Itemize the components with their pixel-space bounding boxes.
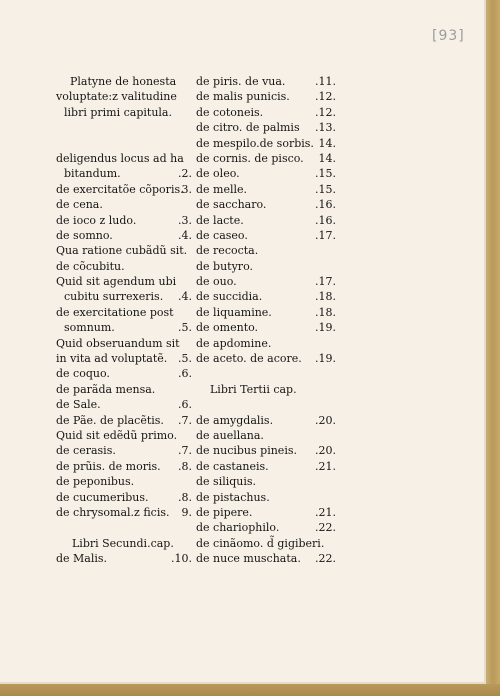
toc-entry-title: de ioco z ludo. — [56, 213, 137, 227]
toc-entry — [56, 289, 192, 304]
toc-entry-title: Quid sit edẽdũ primo. — [56, 428, 178, 442]
toc-entry-title: in vita ad voluptatẽ. — [56, 352, 168, 366]
toc-entry-title: de malis punicis. — [196, 90, 290, 104]
toc-entry-title: de pistachus. — [196, 490, 270, 504]
toc-entry-title: de parãda mensa. — [56, 382, 156, 396]
toc-entry-title: de peponibus. — [56, 475, 135, 489]
toc-entry — [196, 320, 336, 335]
toc-entry-page-number: 14. — [318, 136, 336, 150]
toc-entry-title: Platyne de honesta — [70, 75, 177, 88]
toc-entry — [56, 551, 192, 566]
toc-entry-title: de amygdalis. — [196, 413, 274, 427]
toc-entry-title: de mespilo.de sorbis. — [196, 136, 314, 150]
toc-entry — [196, 243, 336, 258]
toc-entry-title: deligendus locus ad ha — [56, 151, 184, 165]
toc-entry-page-number: .13. — [315, 121, 336, 135]
toc-entry-title: libri primi capitula. — [64, 105, 172, 119]
toc-entry-title: de caseo. — [196, 228, 248, 242]
toc-entry — [196, 259, 336, 274]
toc-entry-page-number: .16. — [315, 198, 336, 212]
toc-entry — [196, 120, 336, 135]
toc-entry-page-number: .8. — [178, 490, 192, 504]
toc-entry-page-number: .12. — [315, 90, 336, 104]
toc-entry — [56, 166, 192, 181]
toc-entry — [196, 89, 336, 104]
toc-entry — [56, 536, 192, 551]
toc-entry — [56, 336, 192, 351]
toc-entry-page-number: .18. — [315, 305, 336, 319]
toc-entry-page-number: .19. — [315, 321, 336, 335]
toc-entry — [196, 520, 336, 535]
toc-entry — [196, 366, 336, 381]
toc-entry-title: de citro. de palmis — [196, 121, 300, 135]
toc-entry — [196, 289, 336, 304]
toc-entry — [196, 336, 336, 351]
toc-entry-title: de castaneis. — [196, 459, 269, 473]
table-of-contents-right-column — [196, 74, 336, 567]
toc-entry — [56, 505, 192, 520]
toc-entry-title: de piris. de vua. — [196, 75, 286, 88]
toc-entry-title: de melle. — [196, 182, 248, 196]
toc-entry-title: de chrysomal.z ficis. — [56, 505, 170, 519]
toc-entry — [196, 474, 336, 489]
toc-entry-title: de succidia. — [196, 290, 263, 304]
toc-entry-title: de cõcubitu. — [56, 259, 125, 273]
toc-entry-title: de ouo. — [196, 275, 237, 289]
toc-entry-page-number: .6. — [178, 398, 192, 412]
toc-entry-page-number: .4. — [178, 290, 192, 304]
toc-entry-page-number: .17. — [315, 275, 336, 289]
toc-entry-page-number: .20. — [315, 413, 336, 427]
toc-entry — [56, 89, 192, 104]
toc-entry-title: de auellana. — [196, 428, 264, 442]
toc-entry-page-number: .21. — [315, 505, 336, 519]
toc-entry-title: de exercitatõe cõporis. — [56, 182, 184, 196]
toc-entry-title: Qua ratione cubãdũ sit. — [56, 244, 188, 258]
toc-entry — [56, 382, 192, 397]
toc-entry — [196, 490, 336, 505]
toc-entry-title: de chariophilo. — [196, 521, 280, 535]
toc-entry-title: de coquo. — [56, 367, 110, 381]
toc-entry-page-number: .5. — [178, 321, 192, 335]
toc-entry — [56, 428, 192, 443]
toc-entry-title: de cinãomo. d̃ gigiberi. — [196, 536, 325, 550]
toc-entry-page-number: 9. — [181, 505, 192, 519]
toc-entry — [56, 182, 192, 197]
toc-entry-page-number: .22. — [315, 521, 336, 535]
toc-entry-page-number: .7. — [178, 444, 192, 458]
toc-entry-page-number: .6. — [178, 367, 192, 381]
toc-entry-title: de cucumeribus. — [56, 490, 149, 504]
toc-entry — [196, 274, 336, 289]
toc-entry-title: de lacte. — [196, 213, 244, 227]
toc-entry — [56, 213, 192, 228]
toc-entry — [56, 197, 192, 212]
toc-entry-title: de cornis. de pisco. — [196, 151, 304, 165]
toc-entry — [56, 74, 192, 89]
toc-entry-page-number: .7. — [178, 413, 192, 427]
toc-entry-page-number: .22. — [315, 552, 336, 566]
toc-entry — [56, 151, 192, 166]
toc-entry — [56, 397, 192, 412]
toc-entry-title: Quid sit agendum ubi — [56, 275, 177, 289]
toc-entry-title: de nucibus pineis. — [196, 444, 297, 458]
toc-entry — [56, 520, 192, 535]
toc-entry — [56, 351, 192, 366]
toc-entry-title: de Sale. — [56, 398, 101, 412]
toc-entry-title: de aceto. de acore. — [196, 352, 302, 366]
toc-entry-title: de nuce muschata. — [196, 552, 301, 566]
toc-entry-title: de butyro. — [196, 259, 253, 273]
toc-entry — [196, 443, 336, 458]
toc-entry-title: Libri Secundi.cap. — [72, 536, 174, 550]
toc-entry-title: de Pãe. de placẽtis. — [56, 413, 164, 427]
toc-entry — [196, 105, 336, 120]
toc-entry — [56, 243, 192, 258]
toc-entry — [196, 136, 336, 151]
toc-entry-page-number: .11. — [315, 75, 336, 88]
toc-entry-title: Libri Tertii cap. — [210, 382, 297, 396]
toc-entry — [196, 382, 336, 397]
toc-entry — [196, 166, 336, 181]
toc-entry-page-number: .20. — [315, 444, 336, 458]
toc-entry-title: somnum. — [64, 321, 115, 335]
toc-entry-title: de cotoneis. — [196, 105, 264, 119]
toc-entry — [56, 443, 192, 458]
toc-entry — [56, 320, 192, 335]
toc-entry — [56, 274, 192, 289]
toc-entry — [196, 551, 336, 566]
toc-entry — [56, 259, 192, 274]
toc-entry — [196, 74, 336, 89]
toc-entry-page-number: .4. — [178, 228, 192, 242]
page-number-mark: [93] — [432, 28, 465, 44]
toc-entry-page-number: 3. — [181, 182, 192, 196]
toc-entry — [196, 151, 336, 166]
toc-entry-page-number: .10. — [171, 552, 192, 566]
toc-entry-page-number: 14. — [318, 151, 336, 165]
toc-entry — [56, 474, 192, 489]
toc-entry — [56, 366, 192, 381]
toc-entry — [56, 228, 192, 243]
toc-entry — [196, 505, 336, 520]
toc-entry — [56, 413, 192, 428]
toc-entry — [196, 197, 336, 212]
toc-entry-page-number: .21. — [315, 459, 336, 473]
toc-entry-title: de recocta. — [196, 244, 259, 258]
toc-entry — [56, 490, 192, 505]
toc-entry — [196, 413, 336, 428]
toc-entry — [56, 136, 192, 151]
toc-entry-title: de oleo. — [196, 167, 240, 181]
toc-entry-title: de exercitatione post — [56, 305, 174, 319]
toc-entry-page-number: .8. — [178, 459, 192, 473]
toc-entry-title: de apdomine. — [196, 336, 272, 350]
toc-entry — [196, 536, 336, 551]
table-of-contents-left-column — [56, 74, 192, 567]
toc-entry-page-number: .5. — [178, 352, 192, 366]
toc-entry — [196, 213, 336, 228]
toc-entry-page-number: .15. — [315, 167, 336, 181]
page-bottom-edge — [0, 684, 500, 696]
toc-entry-page-number: .18. — [315, 290, 336, 304]
toc-entry-title: bitandum. — [64, 167, 121, 181]
toc-entry-page-number: .12. — [315, 105, 336, 119]
toc-entry-title: de siliquis. — [196, 475, 257, 489]
toc-entry-title: de prũis. de moris. — [56, 459, 161, 473]
toc-entry-title: de somno. — [56, 228, 113, 242]
toc-entry-title: voluptate:z valitudine — [56, 90, 177, 104]
toc-entry-page-number: .15. — [315, 182, 336, 196]
toc-entry — [56, 105, 192, 120]
toc-entry-page-number: .17. — [315, 228, 336, 242]
toc-entry-page-number: .19. — [315, 352, 336, 366]
toc-entry-title: de pipere. — [196, 505, 253, 519]
toc-entry-title: de liquamine. — [196, 305, 272, 319]
toc-entry-title: de omento. — [196, 321, 259, 335]
toc-entry-page-number: .3. — [178, 213, 192, 227]
toc-entry — [56, 459, 192, 474]
toc-entry-title: de cerasis. — [56, 444, 116, 458]
toc-entry — [196, 459, 336, 474]
toc-entry-title: de cena. — [56, 198, 103, 212]
toc-entry-page-number: .2. — [178, 167, 192, 181]
toc-entry-title: Quid obseruandum sit — [56, 336, 180, 350]
toc-entry — [196, 397, 336, 412]
toc-entry — [196, 228, 336, 243]
toc-entry-title: de saccharo. — [196, 198, 267, 212]
toc-entry-title: cubitu surrexeris. — [64, 290, 164, 304]
toc-entry — [56, 120, 192, 135]
binding-edge — [486, 0, 500, 696]
toc-entry-title: de Malis. — [56, 552, 108, 566]
toc-entry-page-number: .16. — [315, 213, 336, 227]
toc-entry — [196, 351, 336, 366]
toc-entry — [196, 305, 336, 320]
toc-entry — [56, 305, 192, 320]
toc-entry — [196, 182, 336, 197]
toc-entry — [196, 428, 336, 443]
